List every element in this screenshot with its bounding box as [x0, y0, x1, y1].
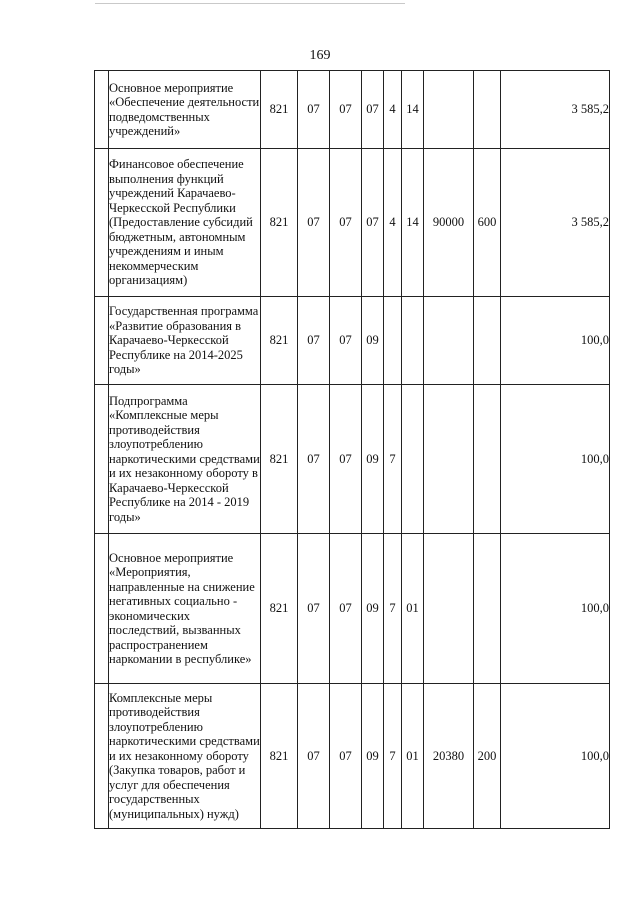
scan-top-rule	[95, 3, 405, 4]
program-code-cell: 09	[362, 684, 384, 829]
subsection-code-cell: 07	[330, 385, 362, 534]
section-code-cell: 07	[298, 684, 330, 829]
page-number: 169	[309, 48, 331, 63]
expense-type-cell: 600	[474, 149, 501, 297]
row-blank-cell	[95, 385, 109, 534]
subsection-code-cell: 07	[330, 534, 362, 684]
row-blank-cell	[95, 534, 109, 684]
amount-cell: 100,0	[501, 297, 610, 385]
table-row	[95, 385, 610, 534]
subsection-code-cell: 07	[330, 684, 362, 829]
ministry-code-cell: 821	[261, 297, 298, 385]
row-blank-cell	[95, 71, 109, 149]
table-row	[95, 534, 610, 684]
subsection-code-cell: 07	[330, 71, 362, 149]
direction-code-cell: 90000	[424, 149, 474, 297]
subsection-code-cell: 07	[330, 297, 362, 385]
expense-type-cell	[474, 297, 501, 385]
amount-cell: 100,0	[501, 534, 610, 684]
subprogram-code-cell	[384, 297, 402, 385]
expense-type-cell	[474, 385, 501, 534]
ministry-code-cell: 821	[261, 149, 298, 297]
subsection-code-cell: 07	[330, 149, 362, 297]
program-code-cell: 09	[362, 297, 384, 385]
section-code-cell: 07	[298, 149, 330, 297]
row-name-cell: Комплексные меры противодействия злоупотреблению наркотическими средствами и их незаконному обороту (Закупка товаров, работ и услуг для обеспечения государственных (муниципальных) нужд)	[109, 684, 261, 829]
row-blank-cell	[95, 684, 109, 829]
table-row	[95, 297, 610, 385]
subprogram-code-cell: 7	[384, 684, 402, 829]
section-code-cell: 07	[298, 385, 330, 534]
direction-code-cell	[424, 71, 474, 149]
direction-code-cell: 20380	[424, 684, 474, 829]
program-code-cell: 09	[362, 534, 384, 684]
program-code-cell: 07	[362, 71, 384, 149]
row-blank-cell	[95, 149, 109, 297]
event-code-cell: 01	[402, 684, 424, 829]
subprogram-code-cell: 7	[384, 385, 402, 534]
budget-table	[94, 70, 610, 829]
row-name-cell: Основное мероприятие «Мероприятия, направленные на снижение негативных социально - экономических последствий, вызванных распространением наркомании в республике»	[109, 534, 261, 684]
direction-code-cell	[424, 385, 474, 534]
expense-type-cell	[474, 71, 501, 149]
amount-cell: 100,0	[501, 385, 610, 534]
amount-cell: 100,0	[501, 684, 610, 829]
direction-code-cell	[424, 534, 474, 684]
ministry-code-cell: 821	[261, 71, 298, 149]
subprogram-code-cell: 7	[384, 534, 402, 684]
event-code-cell	[402, 385, 424, 534]
expense-type-cell: 200	[474, 684, 501, 829]
row-name-cell: Подпрограмма «Комплексные меры противодействия злоупотреблению наркотическими средствами и их незаконному обороту в Карачаево-Черкесской Республике на 2014 - 2019 годы»	[109, 385, 261, 534]
row-name-cell: Основное мероприятие «Обеспечение деятельности подведомственных учреждений»	[109, 71, 261, 149]
event-code-cell: 14	[402, 71, 424, 149]
section-code-cell: 07	[298, 297, 330, 385]
subprogram-code-cell: 4	[384, 71, 402, 149]
section-code-cell: 07	[298, 71, 330, 149]
row-name-cell: Финансовое обеспечение выполнения функций учреждений Карачаево-Черкесской Республики (Предоставление субсидий бюджетным, автономным учреждениям и иным некоммерческим организациям)	[109, 149, 261, 297]
section-code-cell: 07	[298, 534, 330, 684]
table-row	[95, 149, 610, 297]
table-row	[95, 71, 610, 149]
subprogram-code-cell: 4	[384, 149, 402, 297]
event-code-cell: 01	[402, 534, 424, 684]
row-blank-cell	[95, 297, 109, 385]
table-row	[95, 684, 610, 829]
row-name-cell: Государственная программа «Развитие образования в Карачаево-Черкесской Республике на 2014-2025 годы»	[109, 297, 261, 385]
ministry-code-cell: 821	[261, 684, 298, 829]
ministry-code-cell: 821	[261, 534, 298, 684]
amount-cell: 3 585,2	[501, 71, 610, 149]
program-code-cell: 09	[362, 385, 384, 534]
program-code-cell: 07	[362, 149, 384, 297]
ministry-code-cell: 821	[261, 385, 298, 534]
event-code-cell: 14	[402, 149, 424, 297]
event-code-cell	[402, 297, 424, 385]
direction-code-cell	[424, 297, 474, 385]
amount-cell: 3 585,2	[501, 149, 610, 297]
expense-type-cell	[474, 534, 501, 684]
